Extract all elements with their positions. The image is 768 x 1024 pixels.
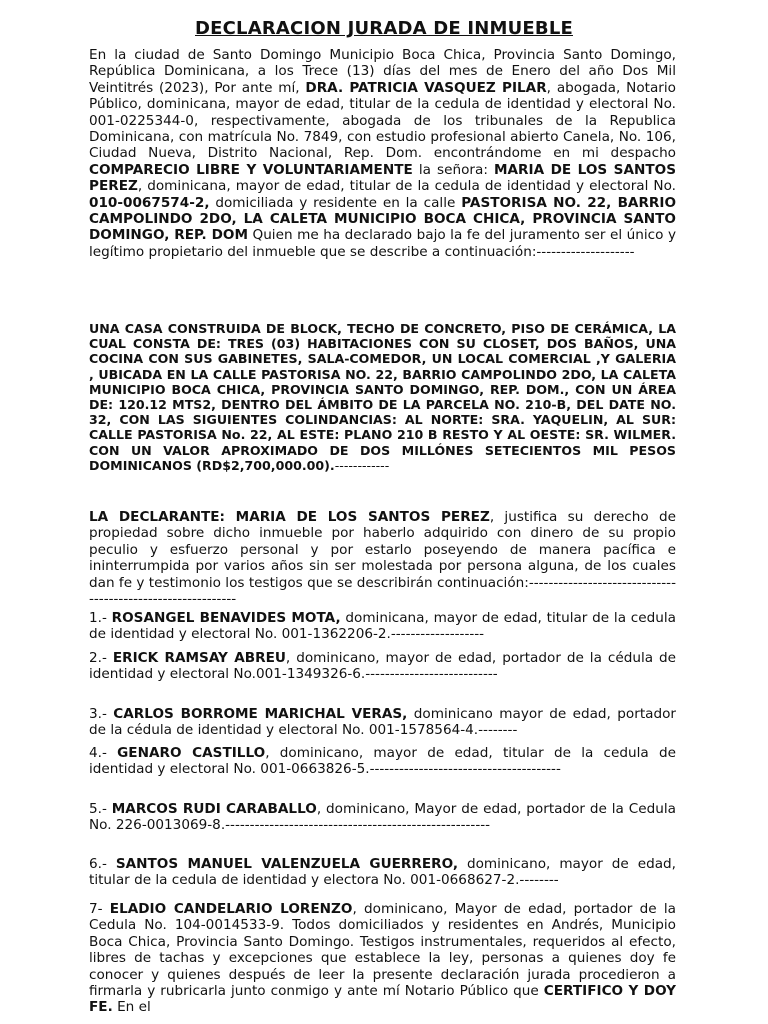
witness-name: ELADIO CANDELARIO LORENZO [109, 901, 353, 917]
witness-details: dominicana, mayor de edad, titular de la cedula de identidad y electoral No. 001-1362206-2.------------------- [89, 610, 676, 643]
declarant-paragraph [89, 509, 676, 607]
witness-number: 4.- [89, 745, 118, 761]
declarant-name: MARIA DE LOS SANTOS PEREZ [89, 161, 676, 195]
appearance-statement: COMPARECIO LIBRE Y VOLUNTARIAMENTE [89, 161, 413, 178]
declarant-address: PASTORISA NO. 22, BARRIO CAMPOLINDO 2DO, LA CALETA MUNICIPIO BOCA CHICA, PROVINCIA SANTO DOMINGO, REP. DOM [89, 194, 676, 244]
intro-paragraph [89, 47, 676, 260]
intro-text-6: Quien me ha declarado bajo la fe del juramento ser el único y legítimo propietario del inmueble que se describe a continuación:-------------------- [89, 227, 676, 260]
witness-details: dominicano mayor de edad, portador de la cédula de identidad y electoral No. 001-1578564-4.-------- [89, 706, 677, 739]
intro-text-4: , dominicana, mayor de edad, titular de la cedula de identidad y electoral No. [137, 178, 676, 195]
witness-name: SANTOS MANUEL VALENZUELA GUERRERO, [115, 856, 459, 872]
intro-text-3: la señora: [412, 161, 494, 178]
intro-text-1: En la ciudad de Santo Domingo Municipio Boca Chica, Provincia Santo Domingo, República Dominicana, a los Trece (13) días del mes de Enero del año Dos Mil Veintitrés (2023), Por ante mí, [89, 47, 676, 96]
intro-text-2: , abogada, Notario Público, dominicana, mayor de edad, titular de la cedula de identidad y electoral No. 001-0225344-0, respectivamente, abogada de los tribunales de la Republica Dominicana, con matrícula No. 7849, con estudio profesional abierto Canela, No. 106, Ciudad Nueva, Distrito Nacional, Rep. Dom. encontrándome en mi despacho [89, 79, 676, 162]
declarant-heading: LA DECLARANTE: MARIA DE LOS SANTOS PEREZ [89, 509, 490, 525]
witness-name: CARLOS BORROME MARICHAL VERAS, [113, 706, 408, 722]
witness-number: 7- [89, 901, 110, 917]
notary-name: DRA. PATRICIA VASQUEZ PILAR [305, 79, 547, 96]
witness-item [89, 610, 676, 643]
declarant-text: , justifica su derecho de propiedad sobre dicho inmueble por haberlo adquirido con dinero de su propio peculio y esfuerzo personal y por estarlo poseyendo de manera pacífica e ininterrumpida por varios años sin ser molestada por persona alguna, de los cuales dan fe y testimonio los testigos que se describirán continuación:------------------------------------------------------------ [89, 509, 676, 608]
witness-details: , dominicano, mayor de edad, portador de la cédula de identidad y electoral No.001-1349326-6.--------------------------- [89, 650, 676, 683]
witness-item [89, 856, 676, 889]
property-description-text: UNA CASA CONSTRUIDA DE BLOCK, TECHO DE CONCRETO, PISO DE CERÁMICA, LA CUAL CONSTA DE: TRES (03) HABITACIONES CON SU CLOSET, DOS BAÑOS, UNA COCINA CON SUS GABINETES, SALA-COMEDOR, UN LOCAL COMERCIAL ,Y GALERIA , UBICADA EN LA CALLE PASTORISA NO. 22, BARRIO CAMPOLINDO 2DO, LA CALETA MUNICIPIO BOCA CHICA, PROVINCIA SANTO DOMINGO, REP. DOM., CON UN ÁREA DE: 120.12 MTS2, DENTRO DEL ÁMBITO DE LA PARCELA NO. 210-B, DEL DATE NO. 32, CON LAS SIGUIENTES COLINDANCIAS: AL NORTE: SRA. YAQUELIN, AL SUR: CALLE PASTORISA No. 22, AL ESTE: PLANO 210 B RESTO Y AL OESTE: SR. WILMER. CON UN VALOR APROXIMADO DE DOS MILLÓNES SETECIENTOS MIL PESOS DOMINICANOS (RD$2,700,000.00). [89, 321, 676, 473]
intro-text-5: domiciliada y residente en la calle [209, 194, 462, 211]
witness-item [89, 706, 676, 739]
witness-number: 2.- [89, 650, 113, 666]
witness-number: 5.- [89, 801, 112, 817]
closing-paragraph [89, 901, 676, 1016]
witness-number: 3.- [89, 706, 114, 722]
property-description [89, 321, 676, 473]
witness-number: 1.- [89, 610, 112, 626]
document-title: DECLARACION JURADA DE INMUEBLE [195, 18, 573, 39]
closing-text-2: En el [112, 999, 151, 1016]
property-description-tail: ------------ [334, 457, 390, 473]
closing-text-1: , dominicano, Mayor de edad, portador de la Cedula No. 104-0014533-9. Todos domiciliados y residentes en Andrés, Municipio Boca Chica, Provincia Santo Domingo. Testigos instrumentales, requeridos al efecto, libres de tachas y excepciones que establece la ley, personas a quienes doy fe conocer y quienes después de leer la presente declaración jurada procedieron a firmarla y rubricarla junto conmigo y ante mí Notario Público que [89, 901, 676, 1000]
witness-details: dominicano, mayor de edad, titular de la cedula de identidad y electora No. 001-0668627-2.-------- [89, 856, 676, 889]
declarant-id: 010-0067574-2, [89, 194, 210, 211]
witness-item [89, 801, 676, 834]
witness-item [89, 650, 676, 683]
witness-details: , dominicano, mayor de edad, titular de la cedula de identidad y electoral No. 001-0663826-5.--------------------------------------- [89, 745, 676, 778]
witness-name: GENARO CASTILLO [117, 745, 266, 761]
witness-name: MARCOS RUDI CARABALLO [111, 801, 317, 817]
witness-name: ERICK RAMSAY ABREU [112, 650, 286, 666]
witness-number: 6.- [89, 856, 116, 872]
witness-details: , dominicano, Mayor de edad, portador de la Cedula No. 226-0013069-8.------------------------------------------------------ [89, 801, 676, 834]
witness-item [89, 745, 676, 778]
certification-statement: CERTIFICO Y DOY FE. [89, 983, 676, 1016]
witness-name: ROSANGEL BENAVIDES MOTA, [111, 610, 341, 626]
